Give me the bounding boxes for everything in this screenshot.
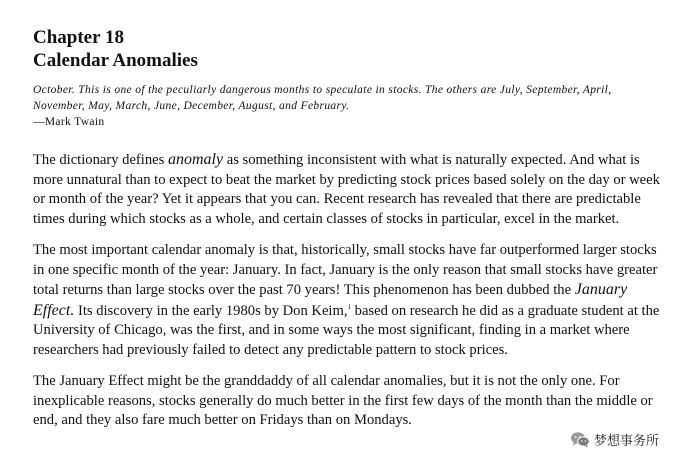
paragraph-text: Its discovery in the early 1980s by Don Keim, [74,302,348,319]
paragraph-text: as something inconsistent with what is naturally expected. And what is more unnatural than to expect to beat the market by predicting stock prices based solely on the day or week or month of the year? Yet it appears that you can. Recent research has revealed that there are predictable times during which stocks as a whole, and certain classes of stocks in particular, excel in the market. [33,152,660,227]
epigraph-quote: October. This is one of the peculiarly dangerous months to speculate in stocks. The others are July, September, April, November, May, March, June, December, August, and February. [33,84,612,112]
epigraph [33,82,663,130]
term-january-effect: January Effect. [33,281,628,319]
watermark-text: 梦想事务所 [594,434,660,449]
paragraph-other-anomalies: The January Effect might be the granddaddy of all calendar anomalies, but it is not the only one. For inexplicable reasons, stocks generally do much better in the first few days of the month than the middle or end, and they also fare much better on Fridays than on Mondays. [33,373,653,428]
document-page [33,26,663,431]
wechat-logo-icon [570,431,590,448]
paragraph-january-effect [33,241,663,360]
footnote-marker[interactable]: 1 [347,302,351,311]
paragraph-text: based on research he did as a graduate student at the University of Chicago, was the first, and in some ways the most significant, finding in a market where researchers had previously failed to detect any predictable pattern to stock prices. [33,302,660,358]
chapter-number: Chapter 18 [33,27,124,48]
term-anomaly: anomaly [167,151,224,168]
paragraph-text: The dictionary defines [33,152,168,168]
chapter-title: Calendar Anomalies [33,50,198,71]
epigraph-author: —Mark Twain [33,116,105,128]
paragraph-text: The most important calendar anomaly is that, historically, small stocks have far outperformed larger stocks in one specific month of the year: January. In fact, January is the only reason that small stocks have greater total returns than large stocks over the past 70 years! This phenomenon has been dubbed the [33,242,658,298]
paragraph-anomaly-definition [33,150,663,229]
watermark [568,428,663,451]
